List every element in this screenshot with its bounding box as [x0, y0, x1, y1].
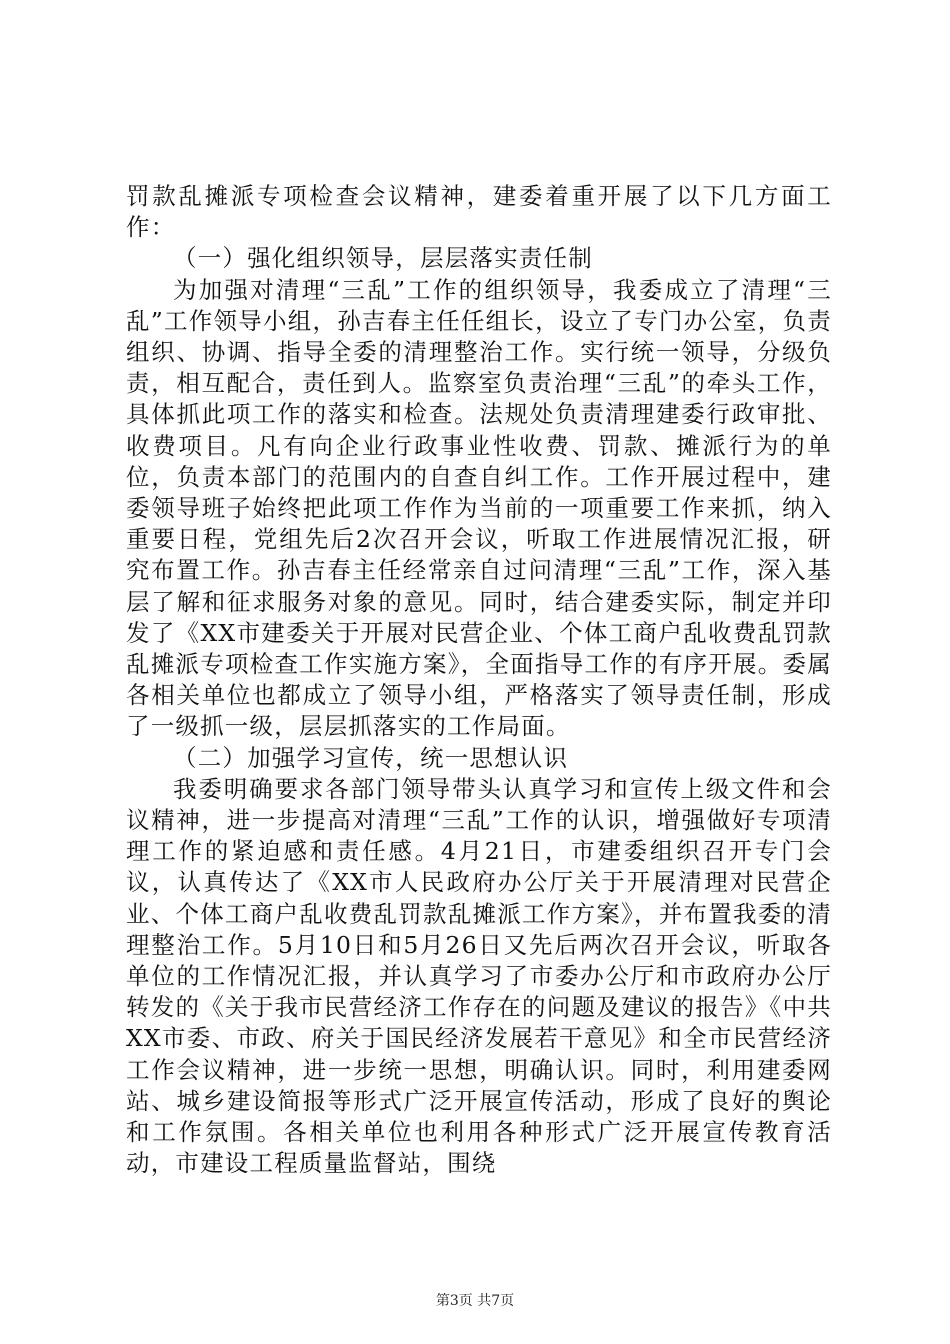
page-number: 第3页 共7页	[435, 1293, 515, 1309]
section-heading-1: （一）强化组织领导，层层落实责任制	[173, 244, 593, 273]
paragraph-continuation: 罚款乱摊派专项检查会议精神，建委着重开展了以下几方面工作：	[126, 182, 832, 242]
document-body	[126, 181, 832, 1180]
page-footer	[0, 1290, 950, 1310]
paragraph-section-2: 我委明确要求各部门领导带头认真学习和宣传上级文件和会议精神，进一步提高对清理“三乱”工作的认识，增强做好专项清理工作的紧迫感和责任感。4月21日，市建委组织召开专门会议，认真传达了《XX市人民政府办公厅关于开展清理对民营企业、个体工商户乱收费乱罚款乱摊派工作方案》，并布置我委的清理整治工作。5月10日和5月26日又先后两次召开会议，听取各单位的工作情况汇报，并认真学习了市委办公厅和市政府办公厅转发的《关于我市民营经济工作存在的问题及建议的报告》《中共XX市委、市政、府关于国民经济发展若干意见》和全市民营经济工作会议精神，进一步统一思想，明确认识。同时，利用建委网站、城乡建设简报等形式广泛开展宣传活动，形成了良好的舆论和工作氛围。各相关单位也利用各种形式广泛开展宣传教育活动，市建设工程质量监督站，围绕	[126, 774, 832, 1178]
section-heading-2: （二）加强学习宣传，统一思想认识	[173, 743, 569, 772]
paragraph-section-1: 为加强对清理“三乱”工作的组织领导，我委成立了清理“三乱”工作领导小组，孙吉春主任任组长，设立了专门办公室，负责组织、协调、指导全委的清理整治工作。实行统一领导，分级负责，相互配合，责任到人。监察室负责治理“三乱”的牵头工作，具体抓此项工作的落实和检查。法规处负责清理建委行政审批、收费项目。凡有向企业行政事业性收费、罚款、摊派行为的单位，负责本部门的范围内的自查自纠工作。工作开展过程中，建委领导班子始终把此项工作作为当前的一项重要工作来抓，纳入重要日程，党组先后2次召开会议，听取工作进展情况汇报，研究布置工作。孙吉春主任经常亲自过问清理“三乱”工作，深入基层了解和征求服务对象的意见。同时，结合建委实际，制定并印发了《XX市建委关于开展对民营企业、个体工商户乱收费乱罚款乱摊派专项检查工作实施方案》，全面指导工作的有序开展。委属各相关单位也都成立了领导小组，严格落实了领导责任制，形成了一级抓一级，层层抓落实的工作局面。	[126, 275, 832, 741]
